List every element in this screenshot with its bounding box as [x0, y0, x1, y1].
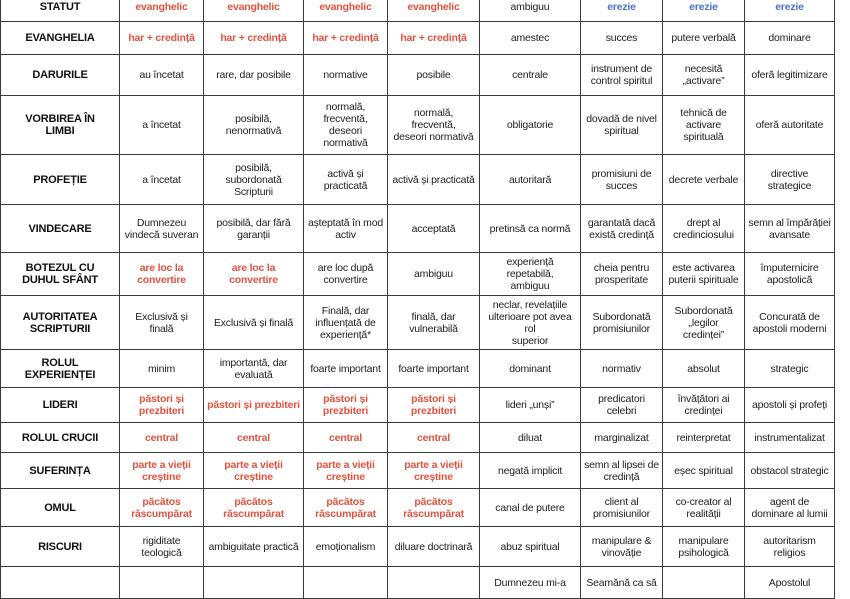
- table-cell: păstori și prezbiteri: [304, 388, 388, 423]
- row-header-cell: EVANGHELIA: [1, 22, 120, 55]
- table-cell: păcătos răscumpărat: [120, 489, 204, 527]
- table-cell: are loc după convertire: [304, 253, 388, 296]
- table-cell: necesită „activare”: [663, 55, 745, 96]
- table-cell: diluare doctrinară: [388, 527, 480, 567]
- table-cell: semn al lipsei de credință: [581, 453, 663, 489]
- row-header-cell: VORBIREA ÎN LIMBI: [1, 96, 120, 155]
- table-cell: Seamănă ca să: [581, 567, 663, 599]
- row-header-cell: LIDERI: [1, 388, 120, 423]
- table-cell: [663, 567, 745, 599]
- table-cell: experiență repetabilă, ambiguu: [480, 253, 581, 296]
- table-cell: normativ: [581, 350, 663, 388]
- table-cell: erezie: [581, 0, 663, 22]
- row-header-cell: STATUT: [1, 0, 120, 22]
- table-cell: ambiguitate practică: [204, 527, 304, 567]
- table-cell: este activarea puterii spirituale: [663, 253, 745, 296]
- table-cell: manipulare & vinovăție: [581, 527, 663, 567]
- table-cell: oferă legitimizare: [745, 55, 835, 96]
- table-cell: [388, 567, 480, 599]
- table-cell: păstori și prezbiteri: [388, 388, 480, 423]
- table-cell: central: [388, 423, 480, 453]
- table-cell: Finală, dar influențată de experiență*: [304, 296, 388, 350]
- table-cell: parte a vieții creștine: [204, 453, 304, 489]
- table-cell: Exclusivă și finală: [120, 296, 204, 350]
- table-cell: diluat: [480, 423, 581, 453]
- table-cell: garantată dacă există credință: [581, 205, 663, 253]
- table-cell: decrete verbale: [663, 155, 745, 205]
- table-cell: emoționalism: [304, 527, 388, 567]
- table-cell: parte a vieții creștine: [120, 453, 204, 489]
- row-header-cell: VINDECARE: [1, 205, 120, 253]
- table-row: [1, 350, 835, 388]
- table-cell: acceptată: [388, 205, 480, 253]
- table-cell: central: [204, 423, 304, 453]
- table-cell: promisiuni de succes: [581, 155, 663, 205]
- table-cell: amestec: [480, 22, 581, 55]
- table-row: [1, 296, 835, 350]
- table-cell: Subordonată „legilor credinței”: [663, 296, 745, 350]
- table-cell: parte a vieții creștine: [388, 453, 480, 489]
- row-header-cell: [1, 567, 120, 599]
- table-row: [1, 527, 835, 567]
- table-cell: posibile: [388, 55, 480, 96]
- row-header-cell: RISCURI: [1, 527, 120, 567]
- table-cell: autoritară: [480, 155, 581, 205]
- table-cell: au încetat: [120, 55, 204, 96]
- table-cell: erezie: [745, 0, 835, 22]
- table-cell: importantă, dar evaluată: [204, 350, 304, 388]
- table-cell: neclar, revelațiile ulterioare pot avea rol superior: [480, 296, 581, 350]
- table-row: [1, 253, 835, 296]
- table-row: [1, 0, 835, 22]
- table-row: [1, 22, 835, 55]
- table-cell: împuternicire apostolică: [745, 253, 835, 296]
- row-header-cell: SUFERINȚA: [1, 453, 120, 489]
- table-cell: cheia pentru prosperitate: [581, 253, 663, 296]
- table-cell: păcătos răscumpărat: [304, 489, 388, 527]
- table-cell: drept al credinciosului: [663, 205, 745, 253]
- table-cell: foarte important: [388, 350, 480, 388]
- table-cell: posibilă, nenormativă: [204, 96, 304, 155]
- row-header-cell: ROLUL EXPERIENȚEI: [1, 350, 120, 388]
- table-cell: har + credință: [304, 22, 388, 55]
- table-cell: erezie: [663, 0, 745, 22]
- row-header-cell: ROLUL CRUCII: [1, 423, 120, 453]
- table-row: [1, 423, 835, 453]
- table-cell: are loc la convertire: [204, 253, 304, 296]
- table-cell: evanghelic: [204, 0, 304, 22]
- table-cell: [120, 567, 204, 599]
- table-cell: abuz spiritual: [480, 527, 581, 567]
- table-cell: marginalizat: [581, 423, 663, 453]
- table-row: [1, 55, 835, 96]
- table-cell: instrumentalizat: [745, 423, 835, 453]
- table-cell: evanghelic: [304, 0, 388, 22]
- table-cell: rare, dar posibile: [204, 55, 304, 96]
- table-cell: dominare: [745, 22, 835, 55]
- table-cell: reinterpretat: [663, 423, 745, 453]
- table-cell: apostoli și profeți: [745, 388, 835, 423]
- table-cell: co-creator al realității: [663, 489, 745, 527]
- table-cell: parte a vieții creștine: [304, 453, 388, 489]
- table-cell: păstori și prezbiteri: [204, 388, 304, 423]
- table-cell: activă și practicată: [388, 155, 480, 205]
- table-cell: succes: [581, 22, 663, 55]
- table-cell: Concurată de apostoli moderni: [745, 296, 835, 350]
- table-cell: directive strategice: [745, 155, 835, 205]
- row-header-cell: DARURILE: [1, 55, 120, 96]
- table-cell: predicatori celebri: [581, 388, 663, 423]
- table-row: [1, 453, 835, 489]
- table-cell: păcătos răscumpărat: [204, 489, 304, 527]
- table-row: [1, 388, 835, 423]
- table-cell: păcătos răscumpărat: [388, 489, 480, 527]
- table-cell: normative: [304, 55, 388, 96]
- table-body: [1, 0, 835, 599]
- table-cell: posibilă, subordonată Scripturii: [204, 155, 304, 205]
- table-cell: așteptată în mod activ: [304, 205, 388, 253]
- table-cell: Dumnezeu vindecă suveran: [120, 205, 204, 253]
- table-cell: a încetat: [120, 96, 204, 155]
- table-cell: învățători ai credinței: [663, 388, 745, 423]
- table-cell: lideri „unși”: [480, 388, 581, 423]
- table-cell: rigiditate teologică: [120, 527, 204, 567]
- table-cell: tehnică de activare spirituală: [663, 96, 745, 155]
- row-header-cell: PROFEȚIE: [1, 155, 120, 205]
- table-cell: dovadă de nivel spiritual: [581, 96, 663, 155]
- table-row: [1, 489, 835, 527]
- table-cell: absolut: [663, 350, 745, 388]
- table-cell: [304, 567, 388, 599]
- table-cell: oferă autoritate: [745, 96, 835, 155]
- table-cell: ambiguu: [480, 0, 581, 22]
- table-cell: pretinsă ca normă: [480, 205, 581, 253]
- table-cell: canal de putere: [480, 489, 581, 527]
- table-cell: finală, dar vulnerabilă: [388, 296, 480, 350]
- table-cell: obligatorie: [480, 96, 581, 155]
- table-row: [1, 155, 835, 205]
- table-cell: manipulare psihologică: [663, 527, 745, 567]
- table-cell: foarte important: [304, 350, 388, 388]
- table-cell: minim: [120, 350, 204, 388]
- table-cell: activă și practicată: [304, 155, 388, 205]
- table-row: [1, 205, 835, 253]
- table-cell: normală, frecventă, deseori normativă: [388, 96, 480, 155]
- table-cell: ambiguu: [388, 253, 480, 296]
- table-cell: eșec spiritual: [663, 453, 745, 489]
- table-cell: [204, 567, 304, 599]
- table-cell: evanghelic: [388, 0, 480, 22]
- table-cell: normală, frecventă, deseori normativă: [304, 96, 388, 155]
- table-cell: client al promisiunilor: [581, 489, 663, 527]
- table-cell: Subordonată promisiunilor: [581, 296, 663, 350]
- table-row: [1, 96, 835, 155]
- table-cell: autoritarism religios: [745, 527, 835, 567]
- row-header-cell: BOTEZUL CU DUHUL SFÂNT: [1, 253, 120, 296]
- table-cell: a încetat: [120, 155, 204, 205]
- table-cell: dominant: [480, 350, 581, 388]
- table-cell: Apostolul: [745, 567, 835, 599]
- table-cell: agent de dominare al lumii: [745, 489, 835, 527]
- row-header-cell: OMUL: [1, 489, 120, 527]
- table-cell: păstori și prezbiteri: [120, 388, 204, 423]
- table-cell: har + credință: [120, 22, 204, 55]
- table-cell: har + credință: [388, 22, 480, 55]
- table-cell: strategic: [745, 350, 835, 388]
- row-header-cell: AUTORITATEA SCRIPTURII: [1, 296, 120, 350]
- table-cell: negată implicit: [480, 453, 581, 489]
- table-cell: posibilă, dar fără garanții: [204, 205, 304, 253]
- table-cell: Dumnezeu mi-a: [480, 567, 581, 599]
- table-cell: semn al împărăției avansate: [745, 205, 835, 253]
- table-cell: are loc la convertire: [120, 253, 204, 296]
- table-cell: evanghelic: [120, 0, 204, 22]
- table-cell: putere verbală: [663, 22, 745, 55]
- table-cell: centrale: [480, 55, 581, 96]
- table-cell: instrument de control spiritul: [581, 55, 663, 96]
- table-row: [1, 567, 835, 599]
- table-cell: Exclusivă și finală: [204, 296, 304, 350]
- table-cell: central: [120, 423, 204, 453]
- table-cell: har + credință: [204, 22, 304, 55]
- table-cell: central: [304, 423, 388, 453]
- table-cell: obstacol strategic: [745, 453, 835, 489]
